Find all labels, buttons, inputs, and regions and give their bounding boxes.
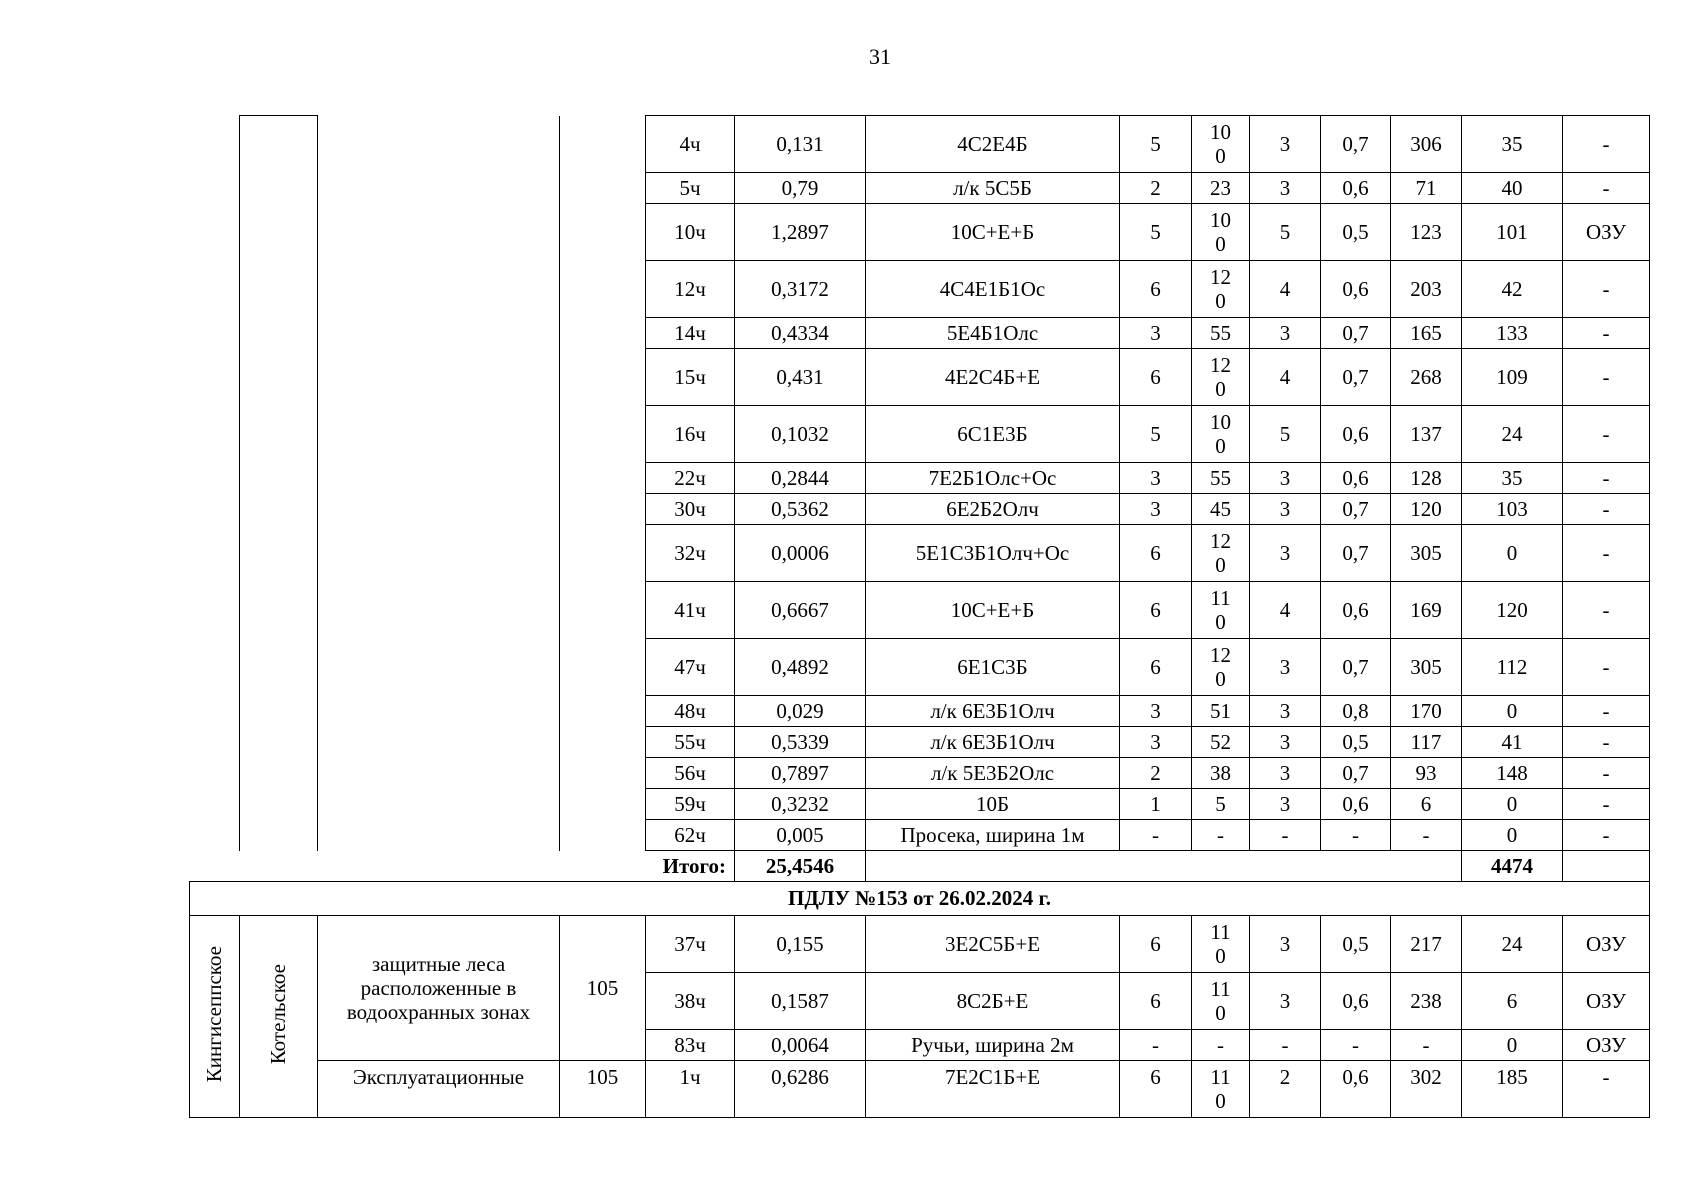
note-cell: ОЗУ	[1563, 204, 1650, 261]
class-cell: 3	[1250, 116, 1321, 173]
note-cell: ОЗУ	[1563, 1030, 1650, 1061]
bonitet-cell: 6	[1120, 525, 1192, 582]
vydel-cell: 62ч	[646, 820, 735, 851]
zapas-cell: 109	[1462, 349, 1563, 406]
area-cell: 0,029	[735, 696, 866, 727]
note-cell: -	[1563, 494, 1650, 525]
zapas-cell: 133	[1462, 318, 1563, 349]
area-cell: 0,1587	[735, 973, 866, 1030]
class-cell: 3	[1250, 173, 1321, 204]
class-cell: 4	[1250, 261, 1321, 318]
polnota-cell: 0,7	[1321, 639, 1391, 696]
composition-cell: 6Е1С3Б	[866, 639, 1120, 696]
polnota-cell: 0,6	[1321, 582, 1391, 639]
vydel-cell: 12ч	[646, 261, 735, 318]
page-number: 31	[869, 44, 891, 69]
composition-cell: 6Е2Б2Олч	[866, 494, 1120, 525]
age-cell: 12 0	[1192, 639, 1250, 696]
area-cell: 0,005	[735, 820, 866, 851]
area-cell: 0,155	[735, 916, 866, 973]
bonitet-cell: 6	[1120, 349, 1192, 406]
zapas-cell: 0	[1462, 696, 1563, 727]
polnota-cell: 0,6	[1321, 261, 1391, 318]
class-cell: 3	[1250, 758, 1321, 789]
vydel-cell: 1ч	[646, 1061, 735, 1118]
age-cell: 38	[1192, 758, 1250, 789]
age-cell: 10 0	[1192, 116, 1250, 173]
zapas-per-ha-cell: 306	[1391, 116, 1462, 173]
area-cell: 0,431	[735, 349, 866, 406]
vydel-cell: 56ч	[646, 758, 735, 789]
zapas-per-ha-cell: 6	[1391, 789, 1462, 820]
lesnichestvo-label: Кингисеппское	[202, 945, 227, 1083]
kvartal-2: 105	[560, 1061, 646, 1118]
composition-cell: л/к 5С5Б	[866, 173, 1120, 204]
note-cell: -	[1563, 349, 1650, 406]
zapas-per-ha-cell: 128	[1391, 463, 1462, 494]
area-cell: 0,0064	[735, 1030, 866, 1061]
class-cell: 3	[1250, 463, 1321, 494]
age-cell: 12 0	[1192, 261, 1250, 318]
vydel-cell: 38ч	[646, 973, 735, 1030]
note-cell: ОЗУ	[1563, 973, 1650, 1030]
area-cell: 0,131	[735, 116, 866, 173]
polnota-cell: 0,6	[1321, 1061, 1391, 1118]
area-cell: 0,5362	[735, 494, 866, 525]
top-section	[190, 116, 1650, 851]
polnota-cell: 0,6	[1321, 463, 1391, 494]
age-cell: 55	[1192, 463, 1250, 494]
polnota-cell: 0,7	[1321, 758, 1391, 789]
vydel-cell: 59ч	[646, 789, 735, 820]
category-exploitation: Эксплуатационные	[318, 1061, 560, 1118]
note-cell: -	[1563, 639, 1650, 696]
age-cell: -	[1192, 1030, 1250, 1061]
polnota-cell: 0,7	[1321, 494, 1391, 525]
zapas-cell: 42	[1462, 261, 1563, 318]
age-cell: -	[1192, 820, 1250, 851]
area-cell: 0,1032	[735, 406, 866, 463]
zapas-cell: 41	[1462, 727, 1563, 758]
zapas-per-ha-cell: 238	[1391, 973, 1462, 1030]
zapas-per-ha-cell: 302	[1391, 1061, 1462, 1118]
blank-category	[318, 116, 560, 851]
note-cell: -	[1563, 582, 1650, 639]
class-cell: 3	[1250, 973, 1321, 1030]
table-row	[190, 916, 1650, 973]
zapas-cell: 0	[1462, 525, 1563, 582]
class-cell: 3	[1250, 525, 1321, 582]
class-cell: 3	[1250, 318, 1321, 349]
zapas-per-ha-cell: 137	[1391, 406, 1462, 463]
zapas-per-ha-cell: -	[1391, 820, 1462, 851]
composition-cell: 4С2Е4Б	[866, 116, 1120, 173]
zapas-per-ha-cell: 93	[1391, 758, 1462, 789]
area-cell: 0,6286	[735, 1061, 866, 1118]
bonitet-cell: 2	[1120, 758, 1192, 789]
bonitet-cell: 3	[1120, 727, 1192, 758]
polnota-cell: -	[1321, 820, 1391, 851]
composition-cell: 4С4Е1Б1Ос	[866, 261, 1120, 318]
zapas-per-ha-cell: 305	[1391, 639, 1462, 696]
class-cell: 3	[1250, 696, 1321, 727]
bottom-section	[190, 916, 1650, 1118]
zapas-per-ha-cell: 71	[1391, 173, 1462, 204]
age-cell: 52	[1192, 727, 1250, 758]
zapas-per-ha-cell: 170	[1391, 696, 1462, 727]
age-cell: 5	[1192, 789, 1250, 820]
age-cell: 55	[1192, 318, 1250, 349]
composition-cell: 4Е2С4Б+Е	[866, 349, 1120, 406]
uchastkovoe-cell	[240, 916, 318, 1118]
age-cell: 12 0	[1192, 349, 1250, 406]
zapas-per-ha-cell: 169	[1391, 582, 1462, 639]
class-cell: 3	[1250, 494, 1321, 525]
vydel-cell: 47ч	[646, 639, 735, 696]
class-cell: 2	[1250, 1061, 1321, 1118]
age-cell: 10 0	[1192, 406, 1250, 463]
area-cell: 0,4334	[735, 318, 866, 349]
composition-cell: 3Е2С5Б+Е	[866, 916, 1120, 973]
composition-cell: 8С2Б+Е	[866, 973, 1120, 1030]
vydel-cell: 4ч	[646, 116, 735, 173]
vydel-cell: 30ч	[646, 494, 735, 525]
zapas-cell: 0	[1462, 789, 1563, 820]
area-cell: 1,2897	[735, 204, 866, 261]
category-protective: защитные леса расположенные в водоохранных зонах	[318, 916, 560, 1061]
bonitet-cell: 1	[1120, 789, 1192, 820]
vydel-cell: 55ч	[646, 727, 735, 758]
bonitet-cell: 6	[1120, 916, 1192, 973]
class-cell: 3	[1250, 789, 1321, 820]
vydel-cell: 10ч	[646, 204, 735, 261]
polnota-cell: 0,5	[1321, 204, 1391, 261]
forest-table	[189, 115, 1650, 1118]
polnota-cell: 0,7	[1321, 349, 1391, 406]
zapas-cell: 101	[1462, 204, 1563, 261]
zapas-per-ha-cell: 268	[1391, 349, 1462, 406]
bonitet-cell: -	[1120, 820, 1192, 851]
note-cell: -	[1563, 318, 1650, 349]
age-cell: 11 0	[1192, 916, 1250, 973]
vydel-cell: 83ч	[646, 1030, 735, 1061]
note-cell: -	[1563, 727, 1650, 758]
bonitet-cell: -	[1120, 1030, 1192, 1061]
area-cell: 0,5339	[735, 727, 866, 758]
total-label: Итого:	[662, 853, 726, 878]
composition-cell: 7Е2Б1Олс+Ос	[866, 463, 1120, 494]
bonitet-cell: 6	[1120, 582, 1192, 639]
vydel-cell: 32ч	[646, 525, 735, 582]
vydel-cell: 15ч	[646, 349, 735, 406]
zapas-per-ha-cell: 117	[1391, 727, 1462, 758]
bonitet-cell: 2	[1120, 173, 1192, 204]
bonitet-cell: 6	[1120, 261, 1192, 318]
age-cell: 11 0	[1192, 1061, 1250, 1118]
composition-cell: 6С1Е3Б	[866, 406, 1120, 463]
zapas-cell: 35	[1462, 463, 1563, 494]
composition-cell: Ручьи, ширина 2м	[866, 1030, 1120, 1061]
zapas-cell: 6	[1462, 973, 1563, 1030]
polnota-cell: 0,6	[1321, 973, 1391, 1030]
area-cell: 0,3232	[735, 789, 866, 820]
age-cell: 12 0	[1192, 525, 1250, 582]
bonitet-cell: 5	[1120, 116, 1192, 173]
area-cell: 0,4892	[735, 639, 866, 696]
area-cell: 0,3172	[735, 261, 866, 318]
polnota-cell: 0,7	[1321, 318, 1391, 349]
blank-lesnichestvo	[190, 116, 240, 851]
zapas-cell: 0	[1462, 1030, 1563, 1061]
table-row	[190, 1061, 1650, 1118]
note-cell: -	[1563, 696, 1650, 727]
section-title: ПДЛУ №153 от 26.02.2024 г.	[190, 882, 1650, 916]
class-cell: 5	[1250, 406, 1321, 463]
zapas-per-ha-cell: 120	[1391, 494, 1462, 525]
note-cell: ОЗУ	[1563, 916, 1650, 973]
vydel-cell: 16ч	[646, 406, 735, 463]
zapas-cell: 24	[1462, 406, 1563, 463]
uchastkovoe-label: Котельское	[266, 963, 291, 1065]
zapas-per-ha-cell: -	[1391, 1030, 1462, 1061]
vydel-cell: 22ч	[646, 463, 735, 494]
bonitet-cell: 6	[1120, 639, 1192, 696]
composition-cell: л/к 6Е3Б1Олч	[866, 696, 1120, 727]
zapas-cell: 0	[1462, 820, 1563, 851]
vydel-cell: 48ч	[646, 696, 735, 727]
polnota-cell: 0,6	[1321, 173, 1391, 204]
bonitet-cell: 6	[1120, 973, 1192, 1030]
composition-cell: л/к 5Е3Б2Олс	[866, 758, 1120, 789]
area-cell: 0,79	[735, 173, 866, 204]
zapas-cell: 148	[1462, 758, 1563, 789]
composition-cell: 10С+Е+Б	[866, 204, 1120, 261]
class-cell: -	[1250, 1030, 1321, 1061]
age-cell: 23	[1192, 173, 1250, 204]
bonitet-cell: 5	[1120, 406, 1192, 463]
zapas-cell: 103	[1462, 494, 1563, 525]
composition-cell: 7Е2С1Б+Е	[866, 1061, 1120, 1118]
bonitet-cell: 3	[1120, 318, 1192, 349]
bonitet-cell: 3	[1120, 494, 1192, 525]
class-cell: 3	[1250, 639, 1321, 696]
zapas-cell: 112	[1462, 639, 1563, 696]
zapas-per-ha-cell: 203	[1391, 261, 1462, 318]
note-cell: -	[1563, 789, 1650, 820]
note-cell: -	[1563, 173, 1650, 204]
area-cell: 0,7897	[735, 758, 866, 789]
composition-cell: Просека, ширина 1м	[866, 820, 1120, 851]
zapas-cell: 185	[1462, 1061, 1563, 1118]
class-cell: 3	[1250, 916, 1321, 973]
vydel-cell: 41ч	[646, 582, 735, 639]
composition-cell: 5Е4Б1Олс	[866, 318, 1120, 349]
composition-cell: 10Б	[866, 789, 1120, 820]
age-cell: 10 0	[1192, 204, 1250, 261]
polnota-cell: 0,5	[1321, 916, 1391, 973]
zapas-cell: 40	[1462, 173, 1563, 204]
bonitet-cell: 6	[1120, 1061, 1192, 1118]
note-cell: -	[1563, 820, 1650, 851]
zapas-per-ha-cell: 217	[1391, 916, 1462, 973]
class-cell: 4	[1250, 582, 1321, 639]
lesnichestvo-cell	[190, 916, 240, 1118]
vydel-cell: 14ч	[646, 318, 735, 349]
bonitet-cell: 5	[1120, 204, 1192, 261]
area-cell: 0,6667	[735, 582, 866, 639]
total-row	[190, 851, 1650, 882]
area-cell: 0,2844	[735, 463, 866, 494]
class-cell: 4	[1250, 349, 1321, 406]
blank-uchastkovoe	[240, 116, 318, 851]
kvartal-1: 105	[560, 916, 646, 1061]
note-cell: -	[1563, 1061, 1650, 1118]
note-cell: -	[1563, 758, 1650, 789]
age-cell: 11 0	[1192, 582, 1250, 639]
polnota-cell: 0,7	[1321, 525, 1391, 582]
bonitet-cell: 3	[1120, 463, 1192, 494]
note-cell: -	[1563, 406, 1650, 463]
area-cell: 0,0006	[735, 525, 866, 582]
polnota-cell: 0,8	[1321, 696, 1391, 727]
note-cell: -	[1563, 261, 1650, 318]
table-row	[190, 116, 1650, 173]
composition-cell: 5Е1С3Б1Олч+Ос	[866, 525, 1120, 582]
age-cell: 45	[1192, 494, 1250, 525]
polnota-cell: 0,6	[1321, 406, 1391, 463]
note-cell: -	[1563, 463, 1650, 494]
total-area: 25,4546	[735, 851, 866, 882]
total-section	[190, 851, 1650, 916]
age-cell: 11 0	[1192, 973, 1250, 1030]
zapas-cell: 120	[1462, 582, 1563, 639]
vydel-cell: 5ч	[646, 173, 735, 204]
bonitet-cell: 3	[1120, 696, 1192, 727]
zapas-per-ha-cell: 165	[1391, 318, 1462, 349]
polnota-cell: 0,6	[1321, 789, 1391, 820]
polnota-cell: 0,5	[1321, 727, 1391, 758]
polnota-cell: 0,7	[1321, 116, 1391, 173]
composition-cell: 10С+Е+Б	[866, 582, 1120, 639]
composition-cell: л/к 6Е3Б1Олч	[866, 727, 1120, 758]
note-cell: -	[1563, 525, 1650, 582]
total-volume: 4474	[1462, 851, 1563, 882]
age-cell: 51	[1192, 696, 1250, 727]
zapas-per-ha-cell: 123	[1391, 204, 1462, 261]
polnota-cell: -	[1321, 1030, 1391, 1061]
note-cell: -	[1563, 116, 1650, 173]
blank-kvartal	[560, 116, 646, 851]
zapas-per-ha-cell: 305	[1391, 525, 1462, 582]
class-cell: 3	[1250, 727, 1321, 758]
zapas-cell: 35	[1462, 116, 1563, 173]
vydel-cell: 37ч	[646, 916, 735, 973]
section-title-row	[190, 882, 1650, 916]
class-cell: 5	[1250, 204, 1321, 261]
zapas-cell: 24	[1462, 916, 1563, 973]
class-cell: -	[1250, 820, 1321, 851]
